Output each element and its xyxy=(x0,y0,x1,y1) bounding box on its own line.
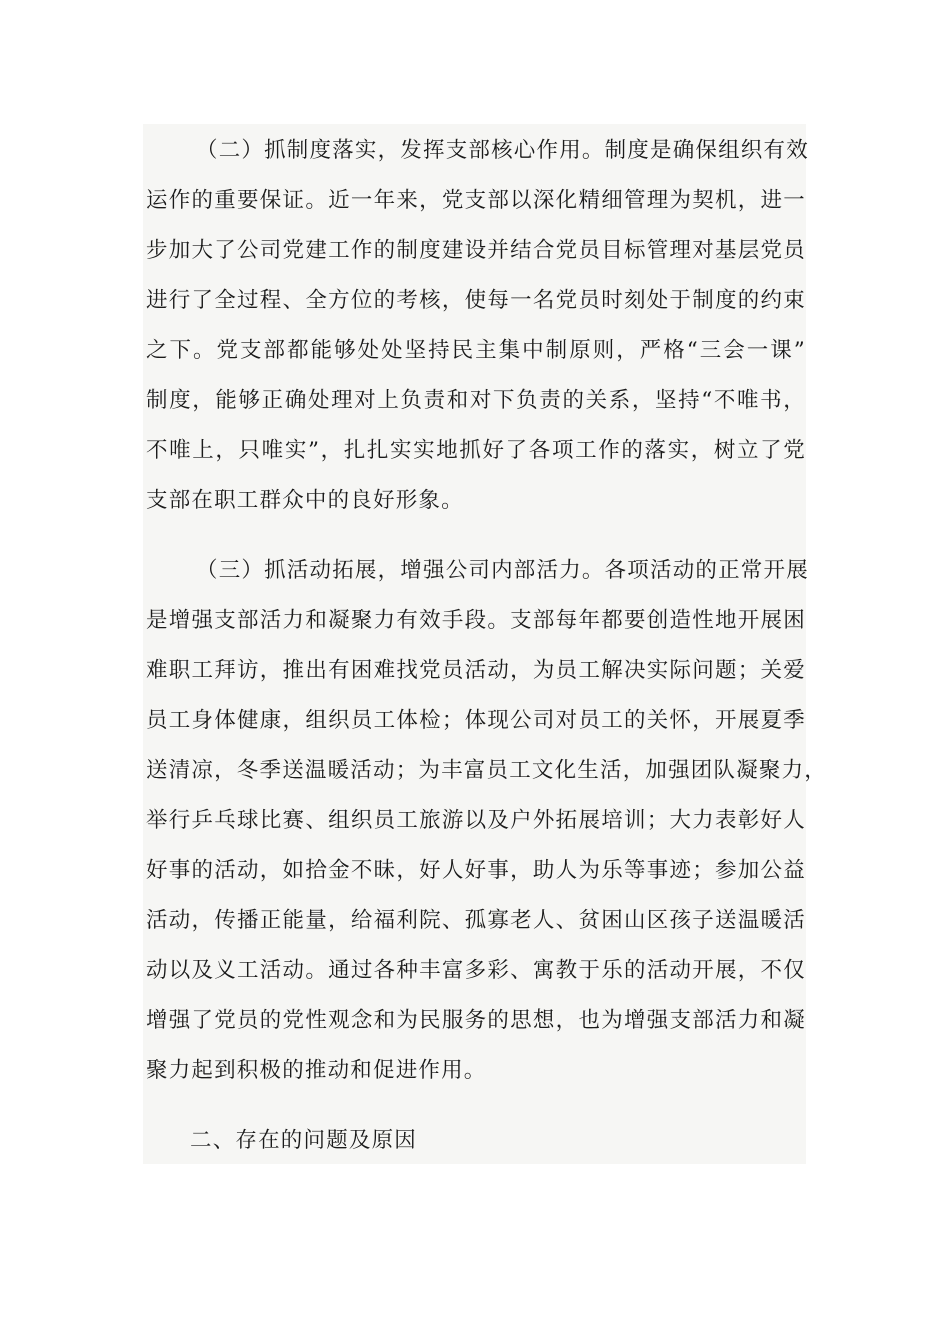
paragraph-1-line-3: 步加大了公司党建工作的制度建设并结合党员目标管理对基层党员 xyxy=(146,238,806,263)
paragraph-2-line-5: 送清凉，冬季送温暖活动；为丰富员工文化生活，加强团队凝聚力， xyxy=(146,758,828,783)
paragraph-1-line-2: 运作的重要保证。近一年来，党支部以深化精细管理为契机，进一 xyxy=(146,188,806,213)
paragraph-2-line-9: 动以及义工活动。通过各种丰富多彩、寓教于乐的活动开展，不仅 xyxy=(146,958,806,983)
paragraph-2-line-2: 是增强支部活力和凝聚力有效手段。支部每年都要创造性地开展困 xyxy=(146,608,806,633)
paragraph-2-line-6: 举行乒乓球比赛、组织员工旅游以及户外拓展培训；大力表彰好人 xyxy=(146,808,806,833)
paragraph-1-line-4: 进行了全过程、全方位的考核，使每一名党员时刻处于制度的约束 xyxy=(146,288,806,313)
paragraph-1-line-1: （二）抓制度落实，发挥支部核心作用。制度是确保组织有效 xyxy=(196,138,809,163)
paragraph-2-line-1: （三）抓活动拓展，增强公司内部活力。各项活动的正常开展 xyxy=(196,558,809,583)
paragraph-2-line-11: 聚力起到积极的推动和促进作用。 xyxy=(146,1058,487,1083)
paragraph-1-line-5: 之下。党支部都能够处处坚持民主集中制原则，严格“三会一课” xyxy=(146,338,806,363)
section-heading: 二、存在的问题及原因 xyxy=(190,1128,418,1153)
paragraph-2-line-3: 难职工拜访，推出有困难找党员活动，为员工解决实际问题；关爱 xyxy=(146,658,806,683)
paragraph-1-line-7: 不唯上，只唯实”，扎扎实实地抓好了各项工作的落实，树立了党 xyxy=(146,438,806,463)
paragraph-2-line-10: 增强了党员的党性观念和为民服务的思想，也为增强支部活力和凝 xyxy=(146,1008,806,1033)
paragraph-2-line-8: 活动，传播正能量，给福利院、孤寡老人、贫困山区孩子送温暖活 xyxy=(146,908,806,933)
paragraph-1-line-8: 支部在职工群众中的良好形象。 xyxy=(146,488,464,513)
paragraph-2-line-7: 好事的活动，如拾金不昧，好人好事，助人为乐等事迹；参加公益 xyxy=(146,858,806,883)
paragraph-2-line-4: 员工身体健康，组织员工体检；体现公司对员工的关怀，开展夏季 xyxy=(146,708,806,733)
paragraph-1-line-6: 制度，能够正确处理对上负责和对下负责的关系，坚持“不唯书， xyxy=(146,388,806,413)
